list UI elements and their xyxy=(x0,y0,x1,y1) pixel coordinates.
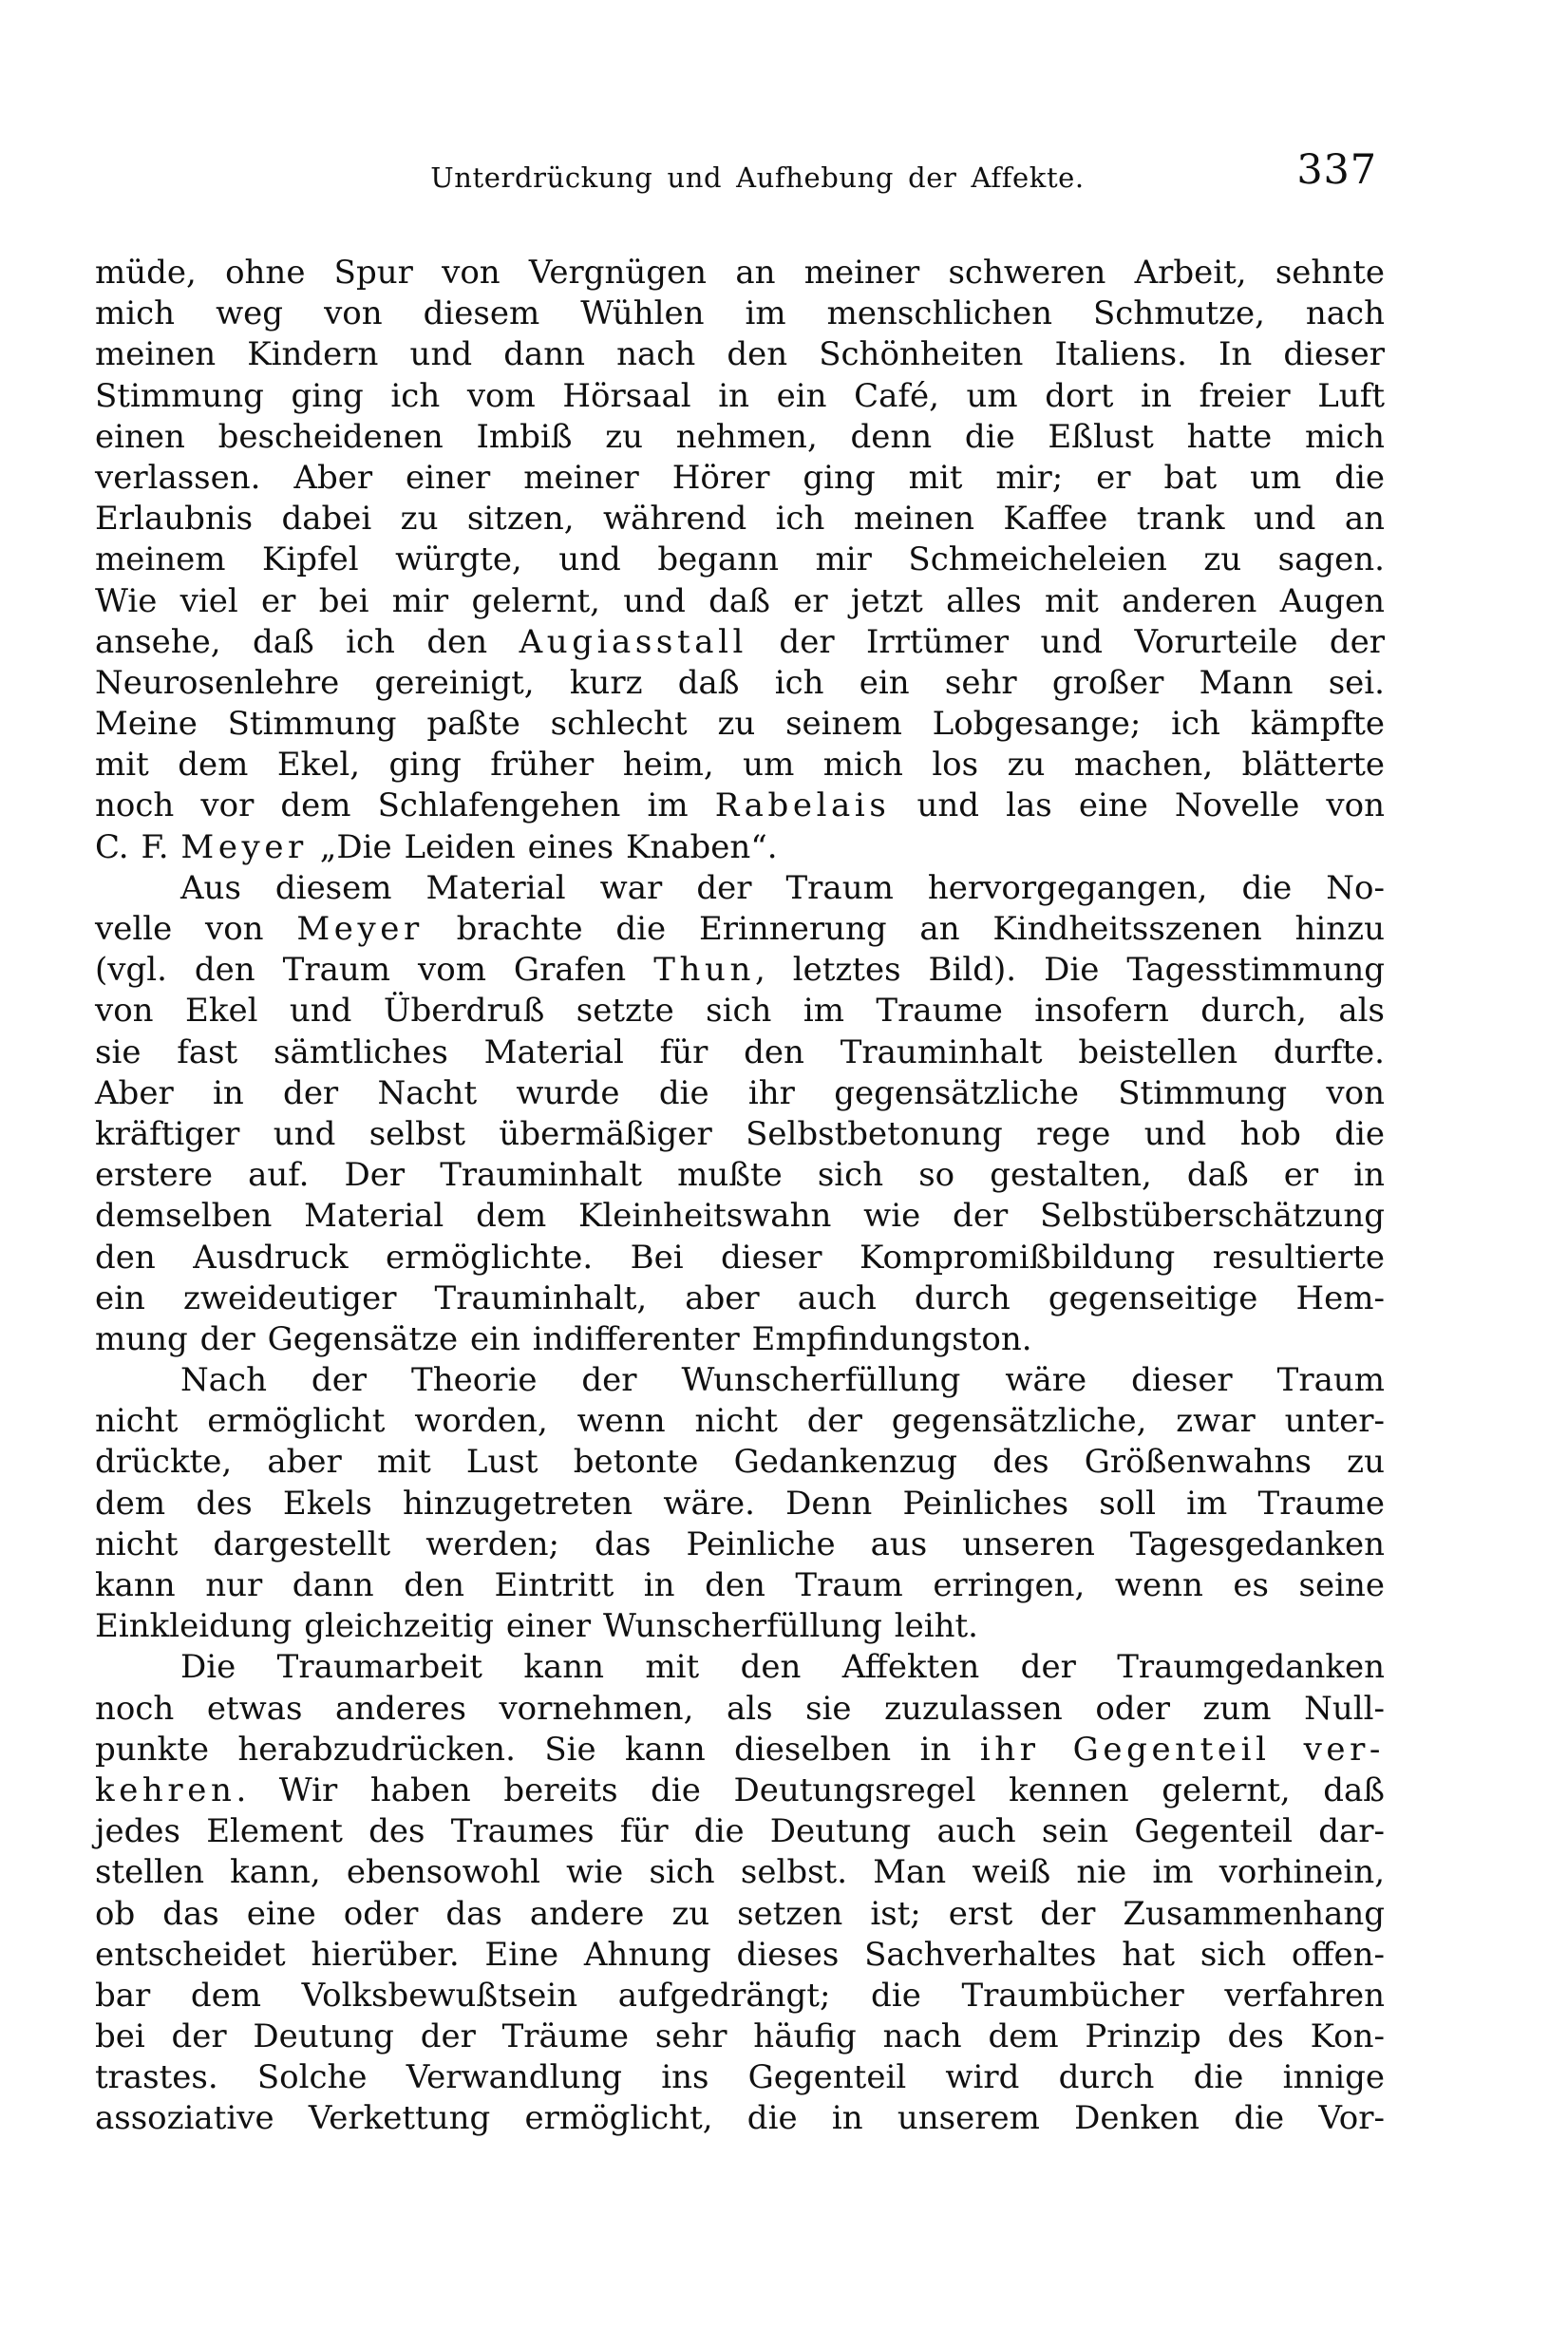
text-line: kräftiger und selbst übermäßiger Selbstbetonung rege und hob die xyxy=(95,1114,1385,1153)
text-line: mung der Gegensätze ein indifferenter Empfindungston. xyxy=(95,1319,1032,1358)
paragraph xyxy=(95,1647,1385,2139)
text-line: von Ekel und Überdruß setzte sich im Traume insofern durch, als xyxy=(95,992,1385,1031)
text-line: ein zweideutiger Trauminhalt, aber auch durch gegenseitige Hem- xyxy=(95,1278,1385,1317)
text-line: nicht ermöglicht worden, wenn nicht der gegensätzliche, zwar unter- xyxy=(95,1402,1385,1441)
text-line: mit dem Ekel, ging früher heim, um mich los zu machen, blätterte xyxy=(95,746,1385,785)
text-line: mich weg von diesem Wühlen im menschlichen Schmutze, nach xyxy=(95,294,1385,333)
text-line: ansehe, daß ich den Augiasstall der Irrtümer und Vorurteile der xyxy=(95,622,1385,661)
text-line: Einkleidung gleichzeitig einer Wunscherfüllung leiht. xyxy=(95,1607,978,1646)
text-line: Aus diesem Material war der Traum hervorgegangen, die No- xyxy=(180,868,1385,907)
text-line: einen bescheidenen Imbiß zu nehmen, denn die Eßlust hatte mich xyxy=(95,417,1385,456)
text-line: ob das eine oder das andere zu setzen ist; erst der Zusammenhang xyxy=(95,1894,1385,1933)
text-line: Erlaubnis dabei zu sitzen, während ich meinen Kaffee trank und an xyxy=(95,500,1385,539)
paragraph xyxy=(95,253,1385,868)
text-line: den Ausdruck ermöglichte. Bei dieser Kompromißbildung resultierte xyxy=(95,1238,1385,1277)
letterspaced-emphasis: Meyer xyxy=(296,910,424,948)
text-line: Neurosenlehre gereinigt, kurz daß ich ein sehr großer Mann sei. xyxy=(95,663,1385,702)
letterspaced-emphasis: Meyer xyxy=(180,827,308,866)
text-line: drückte, aber mit Lust betonte Gedankenzug des Größenwahns zu xyxy=(95,1443,1385,1482)
text-line: noch etwas anderes vornehmen, als sie zuzulassen oder zum Null- xyxy=(95,1689,1385,1728)
text-line: müde, ohne Spur von Vergnügen an meiner schweren Arbeit, sehnte xyxy=(95,254,1385,292)
running-header xyxy=(95,146,1385,203)
text-line: trastes. Solche Verwandlung ins Gegenteil wird durch die innige xyxy=(95,2058,1385,2097)
paragraph xyxy=(95,868,1385,1360)
text-line: assoziative Verkettung ermöglicht, die in unserem Denken die Vor- xyxy=(95,2099,1385,2138)
text-line: erstere auf. Der Trauminhalt mußte sich so gestalten, daß er in xyxy=(95,1156,1385,1195)
text-line: meinen Kindern und dann nach den Schönheiten Italiens. In dieser xyxy=(95,335,1385,374)
text-line: Nach der Theorie der Wunscherfüllung wäre dieser Traum xyxy=(180,1361,1385,1400)
text-line: bar dem Volksbewußtsein aufgedrängt; die Traumbücher verfahren xyxy=(95,1976,1385,2015)
running-header-title: Unterdrückung und Aufhebung der Affekte. xyxy=(430,161,1085,194)
text-line: kann nur dann den Eintritt in den Traum erringen, wenn es seine xyxy=(95,1566,1385,1604)
letterspaced-emphasis: ihr Gegenteil ver- xyxy=(979,1730,1386,1769)
text-line: velle von Meyer brachte die Erinnerung an Kindheitsszenen hinzu xyxy=(95,910,1385,948)
page-number: 337 xyxy=(1296,146,1377,194)
letterspaced-emphasis: Rabelais xyxy=(714,786,891,825)
letterspaced-emphasis: Augiasstall xyxy=(519,622,748,661)
text-line: bei der Deutung der Träume sehr häufig nach dem Prinzip des Kon- xyxy=(95,2017,1385,2056)
text-line: Stimmung ging ich vom Hörsaal in ein Café, um dort in freier Luft xyxy=(95,376,1385,415)
text-line: meinem Kipfel würgte, und begann mir Schmeicheleien zu sagen. xyxy=(95,540,1385,579)
text-line: verlassen. Aber einer meiner Hörer ging mit mir; er bat um die xyxy=(95,458,1385,497)
text-line: entscheidet hierüber. Eine Ahnung dieses Sachverhaltes hat sich offen- xyxy=(95,1935,1385,1974)
text-line: dem des Ekels hinzugetreten wäre. Denn Peinliches soll im Traume xyxy=(95,1484,1385,1523)
text-line: noch vor dem Schlafengehen im Rabelais und las eine Novelle von xyxy=(95,786,1385,825)
text-line: punkte herabzudrücken. Sie kann dieselben in ihr Gegenteil ver- xyxy=(95,1730,1386,1769)
text-line: nicht dargestellt werden; das Peinliche aus unseren Tagesgedanken xyxy=(95,1524,1385,1563)
text-line: sie fast sämtliches Material für den Trauminhalt beistellen durfte. xyxy=(95,1032,1385,1071)
text-line: kehren. Wir haben bereits die Deutungsregel kennen gelernt, daß xyxy=(95,1770,1385,1809)
text-line: Die Traumarbeit kann mit den Affekten der Traumgedanken xyxy=(180,1648,1385,1687)
page-body xyxy=(95,253,1385,2140)
letterspaced-emphasis: Thun xyxy=(653,951,755,990)
paragraph xyxy=(95,1360,1385,1647)
text-line: Wie viel er bei mir gelernt, und daß er jetzt alles mit anderen Augen xyxy=(95,581,1385,620)
text-line: demselben Material dem Kleinheitswahn wie der Selbstüberschätzung xyxy=(95,1197,1385,1236)
letterspaced-emphasis: kehren xyxy=(95,1770,236,1809)
text-line: Meine Stimmung paßte schlecht zu seinem Lobgesange; ich kämpfte xyxy=(95,705,1385,744)
text-line: (vgl. den Traum vom Grafen Thun, letztes Bild). Die Tagesstimmung xyxy=(95,951,1386,990)
text-line: jedes Element des Traumes für die Deutung auch sein Gegenteil dar- xyxy=(95,1812,1385,1851)
text-line: C. F. Meyer „Die Leiden eines Knaben“. xyxy=(95,827,778,866)
text-line: stellen kann, ebensowohl wie sich selbst. Man weiß nie im vorhinein, xyxy=(95,1853,1385,1892)
text-line: Aber in der Nacht wurde die ihr gegensätzliche Stimmung von xyxy=(95,1073,1385,1112)
